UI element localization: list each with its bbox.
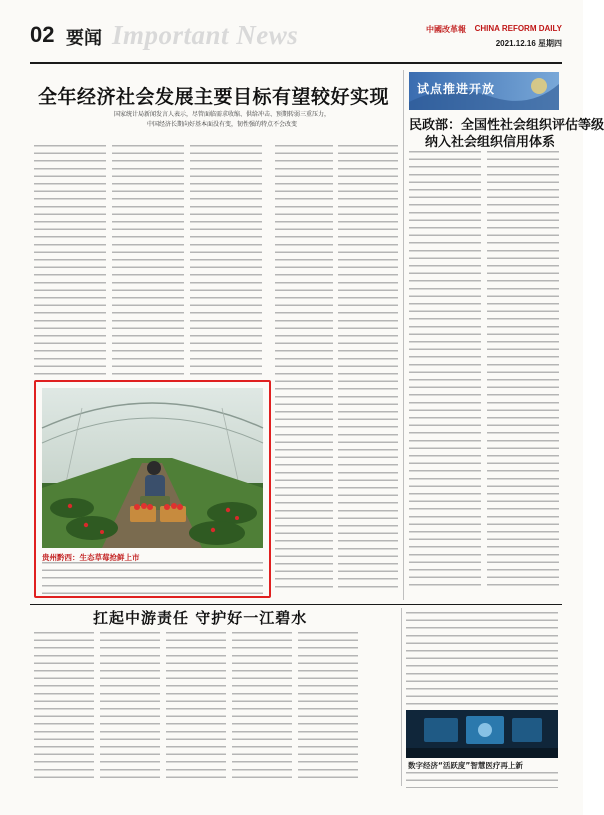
section-title-en: Important News [112, 20, 299, 50]
highlight-frame [34, 380, 271, 598]
second-column-3 [166, 632, 226, 782]
issue-date: 2021.12.16 星期四 [495, 39, 562, 48]
lead-column-1 [34, 145, 106, 375]
feature-banner-text: 试点推进开放 [417, 82, 496, 96]
photo-caption-title: 贵州黔西：生态草莓抢鲜上市 [42, 553, 140, 562]
header-rule [30, 62, 562, 64]
lead-column-3 [190, 145, 262, 375]
feature-column-2 [487, 151, 559, 591]
lead-column-2 [112, 145, 184, 375]
lead-subhead-line-1: 国家统计局新闻发言人表示，尽管面临需求收缩、供给冲击、预期转弱三重压力， [113, 111, 330, 118]
column-divider-bottom [401, 608, 402, 786]
section-title-cn: 要闻 [66, 28, 102, 49]
second-column-4 [232, 632, 292, 782]
brand-name-cn: 中國改革報 [426, 25, 466, 34]
photo-feature [34, 380, 271, 598]
medical-photo-caption: 数字经济“活跃度”智慧医疗再上新 [408, 761, 523, 770]
page-number: 02 [30, 22, 55, 47]
lead-subhead [92, 110, 352, 130]
second-column-1 [34, 632, 94, 782]
lead-column-5 [338, 145, 398, 590]
column-divider [403, 70, 404, 600]
lead-column-4 [275, 145, 333, 590]
lead-headline: 全年经济社会发展主要目标有望较好实现 [38, 86, 390, 108]
feature-column-1 [409, 151, 481, 591]
second-column-2 [100, 632, 160, 782]
second-column-5 [298, 632, 358, 782]
page-header [30, 22, 562, 60]
medical-caption-text [406, 772, 558, 788]
feature-title-line-1: 民政部：全国性社会组织评估等级 [409, 118, 604, 133]
brief-column [406, 612, 558, 706]
feature-title-line-2: 纳入社会组织信用体系 [425, 135, 556, 150]
section-rule [30, 604, 562, 605]
second-headline: 扛起中游责任 守护好一江碧水 [93, 609, 308, 627]
brand-name-en: CHINA REFORM DAILY [474, 24, 562, 33]
feature-banner [409, 72, 559, 110]
lead-subhead-line-2: 中国经济长期向好基本面没有变，韧性强的特点不会改变 [146, 121, 297, 128]
medical-photo [406, 710, 558, 758]
medical-image [406, 710, 558, 758]
